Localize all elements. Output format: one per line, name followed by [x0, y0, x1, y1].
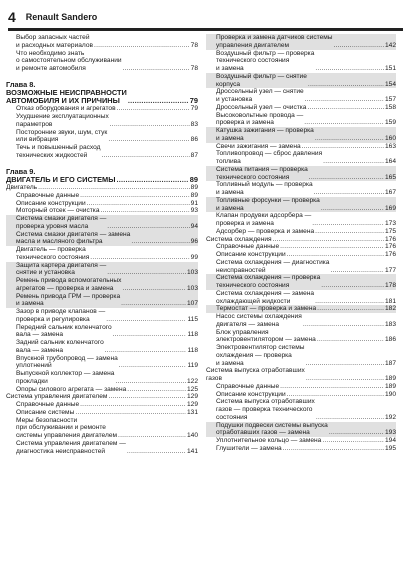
page-ref: 195: [384, 444, 396, 452]
dot-leader: [117, 105, 190, 113]
dot-leader: [107, 223, 189, 231]
entry-title: Дроссельный узел — снятие и установка: [216, 88, 304, 103]
entry-title: Ремень привода ГРМ — проверка и замена: [16, 292, 121, 308]
page-number: 4: [8, 9, 16, 25]
toc-entry[interactable]: [6, 215, 198, 231]
dot-leader: [321, 282, 384, 290]
page-ref: 175: [384, 227, 396, 235]
page-ref: 79: [190, 105, 198, 113]
toc-entry[interactable]: [206, 243, 396, 251]
toc-entry[interactable]: [6, 184, 198, 192]
entry-title: Система управления двигателем — диагностика неисправностей: [16, 439, 126, 455]
page-ref: 189: [384, 375, 396, 382]
toc-entry[interactable]: [206, 112, 396, 128]
page-ref: 158: [384, 103, 396, 111]
entry-title: Впускной трубопровод — замена уплотнений: [16, 354, 118, 370]
page-ref: 160: [384, 134, 396, 142]
entry-title: Топливный модуль — проверка и замена: [216, 181, 313, 196]
dot-leader: [38, 184, 190, 192]
page-ref: 96: [190, 238, 198, 246]
entry-title: Блок управления электровентилятором — замена: [216, 328, 316, 344]
page-ref: 91: [190, 199, 198, 207]
entry-title: Выпускной коллектор — замена прокладки: [16, 370, 115, 385]
entry-title: Система смазки двигателя — проверка уровня масла: [16, 215, 107, 230]
toc-entry[interactable]: [206, 88, 396, 104]
page-ref: 89: [190, 184, 198, 192]
dot-leader: [80, 401, 186, 409]
entry-title: Воздушный фильтр — проверка технического состояния и замена: [216, 49, 315, 72]
chapter-title-row: [6, 176, 198, 184]
entry-title: Высоковольтные провода — проверка и замена: [216, 111, 304, 127]
page-ref: 193: [384, 429, 396, 437]
page-ref: 99: [190, 253, 198, 261]
dot-leader: [280, 243, 384, 251]
page-ref: 157: [384, 96, 396, 103]
dot-leader: [317, 305, 384, 313]
entry-title: Система охлаждения — проверка технического состояния: [216, 274, 321, 289]
chapter-number: Глава 9.: [6, 166, 36, 176]
dot-leader: [80, 192, 190, 200]
dot-leader: [106, 316, 186, 324]
dot-leader: [121, 300, 186, 308]
page-ref: 89: [190, 191, 198, 199]
entry-title: Ремень привода вспомогательных агрегатов — проверка и замена: [16, 277, 122, 292]
dot-leader: [128, 97, 189, 105]
dot-leader: [115, 378, 186, 386]
entry-title: Защита картера двигателя — снятие и установка: [16, 261, 107, 277]
entry-title: Система охлаждения — диагностика неисправностей: [216, 258, 330, 274]
dot-leader: [116, 176, 188, 184]
entry-title: Подушки подвески системы выпуска отработавших газов — замена: [216, 421, 328, 437]
dot-leader: [309, 174, 384, 182]
toc-entry[interactable]: [206, 50, 396, 73]
toc-entry[interactable]: [6, 144, 198, 160]
entry-title: Описание конструкции: [16, 199, 86, 207]
page-ref: 178: [384, 282, 396, 289]
page-ref: 165: [384, 173, 396, 181]
entry-title: Справочные данные: [16, 401, 80, 409]
dot-leader: [94, 42, 190, 50]
entry-title: Система охлаждения: [206, 235, 272, 243]
entry-title: Справочные данные: [216, 382, 280, 390]
entry-title: Клапан продувки адсорбера — проверка и замена: [216, 212, 312, 227]
dot-leader: [287, 251, 384, 259]
dot-leader: [307, 104, 384, 112]
entry-title: Ухудшение эксплуатационных параметров: [16, 113, 109, 128]
toc-entry[interactable]: [206, 228, 396, 236]
toc-entry[interactable]: [6, 308, 198, 324]
toc-entry[interactable]: [6, 192, 198, 200]
dot-leader: [315, 298, 384, 306]
entry-title: Описание конструкции: [216, 251, 286, 258]
page-ref: 163: [384, 142, 396, 150]
entry-title: Двигатель: [6, 184, 38, 192]
toc-entry[interactable]: [6, 339, 198, 355]
dot-leader: [101, 207, 190, 215]
toc-entry[interactable]: [6, 386, 198, 394]
dot-leader: [330, 267, 384, 275]
dot-leader: [131, 238, 189, 246]
toc-entry[interactable]: [206, 181, 396, 197]
entry-title: Меры безопасности при обслуживании и ремонте системы управления двигателем: [16, 416, 118, 440]
page-ref: 89: [189, 174, 198, 184]
toc-entry[interactable]: [206, 305, 396, 313]
entry-title: Глушители — замена: [216, 444, 282, 452]
toc-entry[interactable]: [206, 344, 396, 367]
entry-title: Катушка зажигания — проверка и замена: [216, 127, 314, 142]
dot-leader: [108, 136, 189, 144]
page-ref: 187: [384, 359, 396, 367]
chapter-title: ВОЗМОЖНЫЕ НЕИСПРАВНОСТИ АВТОМОБИЛЯ И ИХ ПРИЧИНЫ: [6, 87, 127, 106]
page-ref: 79: [189, 96, 198, 106]
entry-title: Справочные данные: [216, 243, 280, 251]
page-ref: 131: [186, 408, 198, 416]
page-ref: 181: [384, 297, 396, 305]
page-ref: 122: [186, 377, 198, 385]
entry-title: Посторонние звуки, шум, стук или вибрация: [16, 128, 108, 144]
toc-entry[interactable]: [6, 246, 198, 262]
toc-entry[interactable]: [6, 409, 198, 417]
page-ref: 118: [187, 331, 198, 339]
dot-leader: [105, 347, 187, 355]
chapter-title-row: [6, 89, 198, 105]
toc-entry[interactable]: [6, 393, 198, 401]
book-title: Renault Sandero: [25, 12, 98, 22]
entry-title: Система смазки двигателя — замена масла и масляного фильтра: [16, 230, 131, 246]
page-ref: 94: [190, 222, 198, 230]
toc-entry[interactable]: [6, 401, 198, 409]
page-ref: 192: [384, 413, 396, 421]
toc-entry[interactable]: [6, 417, 198, 440]
dot-leader: [110, 121, 190, 129]
dot-leader: [329, 429, 384, 437]
page-ref: 182: [384, 305, 396, 313]
dot-leader: [280, 383, 384, 391]
entry-title: Справочные данные: [16, 191, 80, 199]
page-ref: 167: [384, 189, 396, 196]
page-ref: 190: [384, 390, 396, 398]
dot-leader: [315, 65, 384, 73]
toc-entry[interactable]: [206, 422, 396, 438]
page-ref: 176: [384, 243, 396, 251]
toc-entry[interactable]: [206, 445, 396, 453]
toc-entry[interactable]: [206, 259, 396, 275]
toc-entry[interactable]: [206, 34, 396, 50]
toc-entry[interactable]: [206, 212, 396, 228]
toc-entry[interactable]: [6, 324, 198, 340]
toc-entry[interactable]: [206, 437, 396, 445]
dot-leader: [87, 200, 190, 208]
toc-entry[interactable]: [6, 355, 198, 371]
chapter-heading: [6, 168, 198, 184]
dot-leader: [90, 254, 189, 262]
page-ref: 129: [186, 401, 198, 409]
dot-leader: [312, 220, 384, 228]
page-ref: 142: [384, 41, 396, 49]
page-ref: 125: [186, 385, 198, 393]
dot-leader: [322, 437, 384, 445]
dot-leader: [315, 228, 384, 236]
page-ref: 103: [186, 284, 198, 292]
toc-entry[interactable]: [206, 127, 396, 143]
entry-title: Описание конструкции: [216, 390, 286, 398]
toc-entry[interactable]: [6, 440, 198, 456]
chapter-number: Глава 8.: [6, 79, 36, 89]
toc-entry[interactable]: [206, 104, 396, 112]
dot-leader: [304, 119, 384, 127]
entry-title: Система выпуска отработавших газов — проверка технического состояния: [216, 398, 315, 421]
page-ref: 186: [384, 336, 396, 344]
page-ref: 154: [384, 80, 396, 88]
dot-leader: [314, 189, 384, 197]
toc-entry[interactable]: [206, 150, 396, 166]
dot-leader: [317, 336, 384, 344]
dot-leader: [107, 269, 186, 277]
page-ref: 159: [384, 119, 396, 127]
dot-leader: [305, 96, 384, 104]
entry-title: Что необходимо знать о самостоятельном обслуживании и ремонте автомобиля: [16, 49, 122, 72]
entry-title: Насос системы охлаждения двигателя — замена: [216, 313, 302, 328]
toc-entry[interactable]: [206, 329, 396, 345]
dot-leader: [305, 360, 384, 368]
dot-leader: [308, 81, 384, 89]
entry-title: Свечи зажигания — замена: [216, 142, 301, 150]
dot-leader: [323, 158, 384, 166]
dot-leader: [102, 152, 190, 160]
page-ref: 86: [190, 136, 198, 144]
toc-column-right: [206, 34, 396, 453]
dot-leader: [75, 409, 186, 417]
dot-leader: [118, 432, 186, 440]
dot-leader: [315, 135, 384, 143]
page-ref: 87: [190, 151, 198, 159]
toc-entry[interactable]: [206, 290, 396, 306]
dot-leader: [303, 321, 384, 329]
page-ref: 164: [384, 158, 396, 165]
toc-entry[interactable]: [206, 166, 396, 182]
dot-leader: [113, 331, 187, 339]
page-ref: 141: [186, 447, 198, 455]
toc-entry[interactable]: [6, 105, 198, 113]
toc-entry[interactable]: [6, 370, 198, 386]
toc-entry[interactable]: [206, 251, 396, 259]
entry-title: Течь и повышенный расход технических жидкостей: [16, 144, 101, 159]
dot-leader: [316, 414, 384, 422]
page-ref: 129: [186, 393, 198, 401]
entry-title: Система управления двигателем: [6, 393, 108, 401]
page-ref: 118: [187, 346, 198, 354]
entry-title: Уплотнительное кольцо — замена: [216, 437, 322, 444]
entry-title: Топливопровод — сброс давления топлива: [216, 150, 323, 165]
page-ref: 176: [384, 235, 396, 243]
page-ref: 78: [190, 41, 198, 49]
page-ref: 151: [384, 65, 396, 72]
dot-leader: [127, 386, 186, 394]
entry-title: Опоры силового агрегата — замена: [16, 385, 127, 393]
page-ref: 173: [384, 220, 396, 227]
toc-entry[interactable]: [6, 207, 198, 215]
entry-title: Выбор запасных частей и расходных материалов: [16, 34, 94, 49]
dot-leader: [119, 362, 187, 370]
toc-entry[interactable]: [6, 231, 198, 247]
page-header: [8, 6, 97, 28]
entry-title: Электровентилятор системы охлаждения — проверка и замена: [216, 344, 305, 367]
entry-title: Дроссельный узел — очистка: [216, 103, 307, 111]
toc-entry[interactable]: [206, 398, 396, 421]
page-ref: 169: [384, 204, 396, 212]
page-ref: 103: [186, 269, 198, 277]
toc-entry[interactable]: [206, 236, 396, 244]
entry-title: Отказ оборудования и агрегатов: [16, 105, 116, 113]
chapter-heading: [6, 81, 198, 106]
toc-entry[interactable]: [206, 313, 396, 329]
page-ref: 107: [186, 300, 198, 308]
page-ref: 83: [190, 120, 198, 128]
page-ref: 119: [187, 362, 198, 370]
entry-title: Система выпуска отработавших газов: [206, 367, 305, 382]
toc-entry[interactable]: [206, 197, 396, 213]
entry-title: Термостат — проверка и замена: [216, 305, 317, 313]
page-ref: 194: [384, 437, 396, 444]
dot-leader: [123, 65, 190, 73]
dot-leader: [283, 445, 384, 453]
entry-title: Воздушный фильтр — снятие корпуса: [216, 72, 307, 88]
toc-entry[interactable]: [206, 274, 396, 290]
toc-entry[interactable]: [6, 34, 198, 50]
toc-entry[interactable]: [206, 73, 396, 89]
dot-leader: [127, 448, 186, 456]
page-ref: 176: [384, 251, 396, 258]
entry-title: Система питания — проверка технического состояния: [216, 165, 308, 181]
dot-leader: [108, 393, 186, 401]
page-ref: 78: [190, 65, 198, 72]
page-ref: 177: [384, 266, 396, 274]
page-ref: 115: [187, 315, 198, 323]
toc-entry[interactable]: [6, 262, 198, 278]
dot-leader: [273, 236, 384, 244]
entry-title: Проверка и замена датчиков системы управления двигателем: [216, 34, 333, 49]
dot-leader: [122, 285, 186, 293]
toc-entry[interactable]: [6, 113, 198, 129]
entry-title: Моторный отсек — очистка: [16, 207, 100, 215]
toc-entry[interactable]: [6, 129, 198, 145]
dot-leader: [306, 375, 384, 383]
toc-entry[interactable]: [6, 293, 198, 309]
entry-title: Двигатель — проверка технического состояния: [16, 246, 90, 261]
entry-title: Зазор в приводе клапанов — проверка и регулировка: [16, 308, 106, 323]
toc-column-left: [6, 34, 198, 455]
dot-leader: [334, 42, 384, 50]
entry-title: Система охлаждения — замена охлаждающей жидкости: [216, 289, 315, 305]
dot-leader: [321, 205, 384, 213]
entry-title: Передний сальник коленчатого вала — замена: [16, 323, 112, 339]
entry-title: Топливные форсунки — проверка и замена: [216, 196, 320, 212]
toc-entry[interactable]: [206, 383, 396, 391]
toc-entry[interactable]: [6, 277, 198, 293]
page-ref: 140: [186, 432, 198, 440]
toc-entry[interactable]: [6, 50, 198, 73]
entry-title: Описание системы: [16, 408, 75, 416]
chapter-title: ДВИГАТЕЛЬ И ЕГО СИСТЕМЫ: [6, 174, 116, 184]
entry-title: Задний сальник коленчатого вала — замена: [16, 339, 104, 354]
page-ref: 93: [190, 207, 198, 215]
page-ref: 183: [384, 320, 396, 328]
header-rule: [8, 28, 403, 31]
toc-entry[interactable]: [206, 367, 396, 383]
entry-title: Адсорбер — проверка и замена: [216, 227, 315, 235]
page-ref: 189: [384, 382, 396, 390]
